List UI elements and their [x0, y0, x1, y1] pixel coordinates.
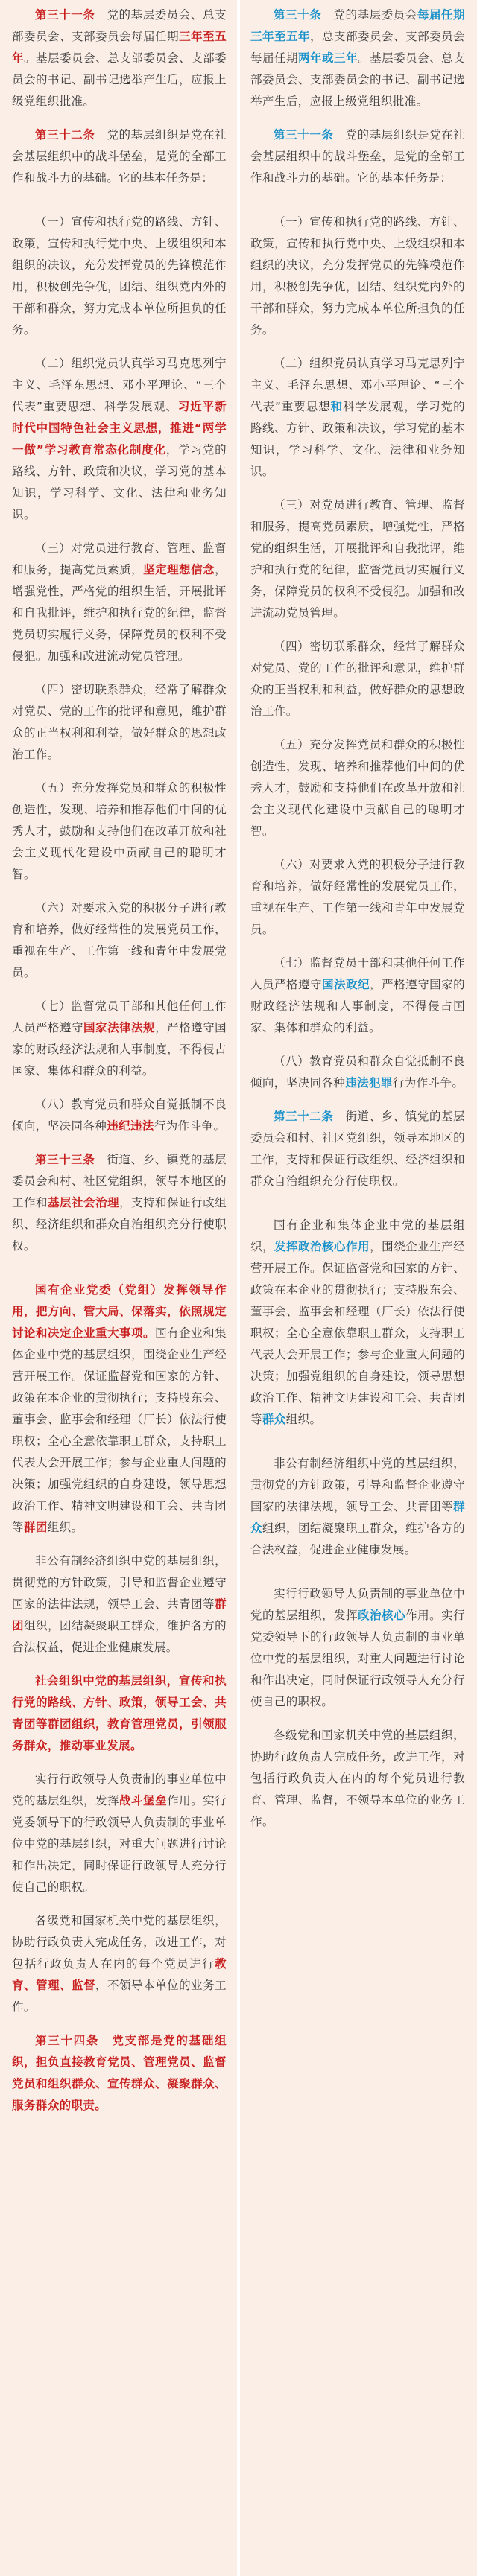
right-paragraph — [250, 4, 465, 112]
body-text: （六）对要求入党的积极分子进行教育和培养，做好经常性的发展党员工作，重视在生产、工作第一线和青年中发展党员。 — [12, 901, 227, 979]
highlighted-text: 和 — [330, 400, 344, 413]
article-number: 第三十二条 — [274, 1110, 334, 1123]
body-text: （二）组织党员认真学习马克思列宁主义、毛泽东思想、邓小平理论、“三个代表”重要思想、科学发展观、 — [12, 357, 227, 413]
body-text: 科学发展观，学习党的路线、方针、政策和决议，学习党的基本知识，学习科学、文化、法律和业务知识。 — [250, 400, 465, 478]
body-text: 。基层委员会、总支部委员会、支部委员会的书记、副书记选举产生后，应报上级党组织批准。 — [12, 51, 227, 108]
body-text: 街道、乡、镇党的基层委员会和村、社区党组织，领导本地区的工作，支持和保证行政组织、经济组织和群众自治组织充分行使职权。 — [250, 1110, 465, 1188]
article-number: 第三十条 — [274, 8, 322, 22]
article-number: 第三十二条 — [35, 128, 95, 141]
body-text: （六）对要求入党的积极分子进行教育和培养，做好经常性的发展党员工作，重视在生产、工作第一线和青年中发展党员。 — [250, 858, 465, 936]
body-text: （四）密切联系群众，经常了解群众对党员、党的工作的批评和意见，维护群众的正当权利和利益，做好群众的思想政治工作。 — [250, 640, 465, 718]
body-text: 国有企业和集体企业中党的基层组织，围绕企业生产经营开展工作。保证监督党和国家的方针、政策在本企业的贯彻执行；支持股东会、董事会、监事会和经理（厂长）依法行使职权；全心全意依靠职工群众，支持职工代表大会开展工作；参与企业重大问题的决策；加强党组织的自身建设，领导思想政治工作、精神文明建设和工会、共青团等 — [12, 1326, 227, 1534]
highlighted-text: 群团 — [23, 1521, 48, 1534]
left-paragraph — [12, 1094, 227, 1137]
right-paragraph — [250, 734, 465, 842]
highlighted-text: 国家法律法规 — [83, 1021, 156, 1034]
body-text: 党的基层委员会 — [321, 8, 417, 22]
right-paragraph — [250, 953, 465, 1039]
body-text: 组织。 — [47, 1521, 83, 1534]
body-text: 党的基层组织是党在社会基层组织中的战斗堡垒，是党的全部工作和战斗力的基础。它的基本任务是： — [250, 128, 465, 185]
highlighted-text: 违纪违法 — [107, 1119, 154, 1133]
body-text: 行为作斗争。 — [154, 1119, 226, 1133]
highlighted-text: 国法政纪 — [322, 978, 370, 991]
highlighted-text: 群众 — [262, 1413, 286, 1426]
body-text: 街道、乡、镇党的基层委员会和村、社区党组织，领导本地区的工作和 — [12, 1153, 227, 1209]
highlighted-text: 违法犯罪 — [345, 1076, 393, 1090]
left-paragraph — [12, 1670, 227, 1757]
body-text: 党的基层委员会、总支部委员会、支部委员会每届任期 — [12, 8, 227, 43]
body-text: （五）充分发挥党员和群众的积极性创造性，发现、培养和推荐他们中间的优秀人才，鼓励和支持他们在改革开放和社会主义现代化建设中贡献自己的聪明才智。 — [250, 738, 465, 838]
body-text: 作用。实行党委领导下的行政领导人负责制的事业单位中党的基层组织，对重大问题进行讨论和作出决定，同时保证行政领导人充分行使自己的职权。 — [250, 1609, 465, 1708]
body-text: （七）监督党员干部和其他任何工作人员严格遵守 — [250, 956, 465, 991]
body-text: （八）教育党员和群众自觉抵制不良倾向，坚决同各种 — [12, 1098, 227, 1133]
body-text: ，不领导本单位的业务工作。 — [12, 1979, 227, 2014]
left-paragraph — [12, 1551, 227, 1659]
left-paragraph — [12, 996, 227, 1082]
body-text: 实行行政领导人负责制的事业单位中党的基层组织，发挥 — [12, 1772, 227, 1807]
highlighted-text: 习近平新时代中国特色社会主义思想，推进“两学一做”学习教育常态化制度化 — [12, 400, 227, 457]
body-text: 实行行政领导人负责制的事业单位中党的基层组织，发挥 — [250, 1587, 465, 1622]
body-text: 各级党和国家机关中党的基层组织，协助行政负责人完成任务，改进工作，对包括行政负责人在内的每个党员进行 — [12, 1914, 227, 1971]
body-text: 。基层委员会、总支部委员会、支部委员会的书记、副书记选举产生后，应报上级党组织批准。 — [250, 51, 465, 108]
body-text: （三）对党员进行教育、管理、监督和服务，提高党员素质，增强党性，严格党的组织生活，开展批评和自我批评，维护和执行党的纪律，监督党员切实履行义务，保障党员的权利不受侵犯。加强和改进流动党员管理。 — [250, 498, 465, 620]
body-text: ，严格遵守国家的财政经济法规和人事制度，不得侵占国家、集体和群众的利益。 — [12, 1021, 227, 1078]
left-paragraph — [12, 777, 227, 885]
highlighted-text: 发挥政治核心作用 — [274, 1240, 370, 1253]
left-paragraph — [12, 679, 227, 766]
body-text: 党的基层组织是党在社会基层组织中的战斗堡垒，是党的全部工作和战斗力的基础。它的基本任务是： — [12, 128, 227, 185]
left-paragraph — [12, 353, 227, 526]
highlighted-text: 两年或三年 — [298, 51, 358, 65]
right-paragraph — [250, 636, 465, 722]
body-text: 非公有制经济组织中党的基层组织，贯彻党的方针政策，引导和监督企业遵守国家的法律法规，领导工会、共青团等 — [250, 1457, 465, 1513]
body-text: 作用。实行党委领导下的行政领导人负责制的事业单位中党的基层组织，对重大问题进行讨论和作出决定，同时保证行政领导人充分行使自己的职权。 — [12, 1794, 227, 1894]
left-paragraph — [12, 538, 227, 667]
highlighted-text: 教育、管理、监督 — [12, 1957, 227, 1992]
body-text: 组织。 — [285, 1413, 322, 1426]
right-paragraph — [250, 1583, 465, 1713]
body-text: （一）宣传和执行党的路线、方针、政策，宣传和执行党中央、上级组织和本组织的决议，充分发挥党员的先锋模范作用，积极创先争优，团结、组织党内外的干部和群众，努力完成本单位所担负的任务。 — [250, 215, 465, 337]
body-text: ，增强党性，严格党的组织生活，开展批评和自我批评，维护和执行党的纪律，监督党员切实履行义务，保障党员的权利不受侵犯。加强和改进流动党员管理。 — [12, 563, 227, 663]
right-paragraph — [250, 1215, 465, 1431]
left-paragraph — [12, 2030, 227, 2117]
highlighted-text: 群众 — [250, 1500, 465, 1535]
body-text: （四）密切联系群众，经常了解群众对党员、党的工作的批评和意见，维护群众的正当权利和利益，做好群众的思想政治工作。 — [12, 683, 227, 761]
left-paragraph — [12, 1769, 227, 1898]
right-paragraph — [250, 854, 465, 941]
highlighted-text: 三年至五年 — [12, 30, 227, 65]
highlighted-text: 基层社会治理 — [48, 1196, 120, 1209]
body-text: （七）监督党员干部和其他任何工作人员严格遵守 — [12, 999, 227, 1034]
article-number: 第三十四条 — [35, 2034, 100, 2047]
left-paragraph — [12, 1149, 227, 1257]
left-paragraph — [12, 1279, 227, 1539]
right-paragraph — [250, 124, 465, 189]
left-paragraph — [12, 1910, 227, 2018]
body-text: （八）教育党员和群众自觉抵制不良倾向，坚决同各种 — [250, 1055, 465, 1090]
body-text: 非公有制经济组织中党的基层组织，贯彻党的方针政策，引导和监督企业遵守国家的法律法规，领导工会、共青团等 — [12, 1554, 227, 1611]
body-text: （二）组织党员认真学习马克思列宁主义、毛泽东思想、邓小平理论、“三个代表”重要思想 — [250, 357, 465, 413]
right-paragraph — [250, 1106, 465, 1192]
highlighted-text: 社会组织中党的基层组织，宣传和执行党的路线、方针、政策，领导工会、共青团等群团组织，教育管理党员，引领服务群众，推动事业发展。 — [12, 1674, 227, 1752]
left-column-new-text — [0, 0, 237, 2128]
right-paragraph — [250, 1453, 465, 1561]
right-paragraph — [250, 353, 465, 483]
left-paragraph — [12, 212, 227, 341]
highlighted-text: 坚定理想信念 — [143, 563, 215, 576]
body-text: ，严格遵守国家的财政经济法规和人事制度，不得侵占国家、集体和群众的利益。 — [250, 978, 465, 1034]
highlighted-text: 战斗堡垒 — [119, 1794, 168, 1807]
right-paragraph — [250, 494, 465, 624]
body-text: 组织，团结凝聚职工群众，维护各方的合法权益，促进企业健康发展。 — [250, 1521, 465, 1556]
highlighted-text: 每届任期三年至五年 — [250, 8, 465, 43]
body-text: （一）宣传和执行党的路线、方针、政策，宣传和执行党中央、上级组织和本组织的决议，充分发挥党员的先锋模范作用，积极创先争优，团结、组织党内外的干部和群众，努力完成本单位所担负的任务。 — [12, 215, 227, 337]
right-paragraph — [250, 212, 465, 341]
article-number: 第三十一条 — [35, 8, 95, 22]
body-text: 各级党和国家机关中党的基层组织，协助行政负责人完成任务，改进工作，对包括行政负责人在内的每个党员进行教育、管理、监督，不领导本单位的业务工作。 — [250, 1729, 465, 1828]
body-text: 行为作斗争。 — [392, 1076, 464, 1090]
left-paragraph — [12, 124, 227, 189]
body-text: 组织，团结凝聚职工群众，维护各方的合法权益，促进企业健康发展。 — [12, 1619, 227, 1654]
body-text: 国有企业和集体企业中党的基层组织， — [250, 1218, 465, 1253]
right-paragraph — [250, 1725, 465, 1833]
right-column-old-text — [240, 0, 477, 1845]
highlighted-text: 国有企业党委（党组）发挥领导作用，把方向、管大局、保落实，依照规定讨论和决定企业重大事项。 — [12, 1283, 227, 1340]
article-number: 第三十三条 — [35, 1153, 95, 1166]
body-text: （三）对党员进行教育、管理、监督和服务，提高党员素质， — [12, 541, 227, 576]
highlighted-text: 政治核心 — [358, 1609, 406, 1622]
body-text: ，学习党的路线、方针、政策和决议，学习党的基本知识，学习科学、文化、法律和业务知识。 — [12, 443, 227, 521]
left-paragraph — [12, 897, 227, 984]
highlighted-text: 党支部是党的基础组织，担负直接教育党员、管理党员、监督党员和组织群众、宣传群众、凝聚群众、服务群众的职责。 — [12, 2034, 227, 2112]
left-paragraph — [12, 4, 227, 112]
body-text: （五）充分发挥党员和群众的积极性创造性，发现、培养和推荐他们中间的优秀人才，鼓励和支持他们在改革开放和社会主义现代化建设中贡献自己的聪明才智。 — [12, 781, 227, 881]
body-text: ，总支部委员会、支部委员会每届任期 — [250, 30, 465, 65]
right-paragraph — [250, 1051, 465, 1094]
body-text: ，支持和保证行政组织、经济组织和群众自治组织充分行使职权。 — [12, 1196, 227, 1253]
highlighted-text: 群团 — [12, 1597, 227, 1632]
article-number: 第三十一条 — [274, 128, 334, 141]
body-text: ，围绕企业生产经营开展工作。保证监督党和国家的方针、政策在本企业的贯彻执行；支持股东会、董事会、监事会和经理（厂长）依法行使职权；全心全意依靠职工群众，支持职工代表大会开展工作；参与企业重大问题的决策；加强党组织的自身建设，领导思想政治工作、精神文明建设和工会、共青团等 — [250, 1240, 465, 1426]
